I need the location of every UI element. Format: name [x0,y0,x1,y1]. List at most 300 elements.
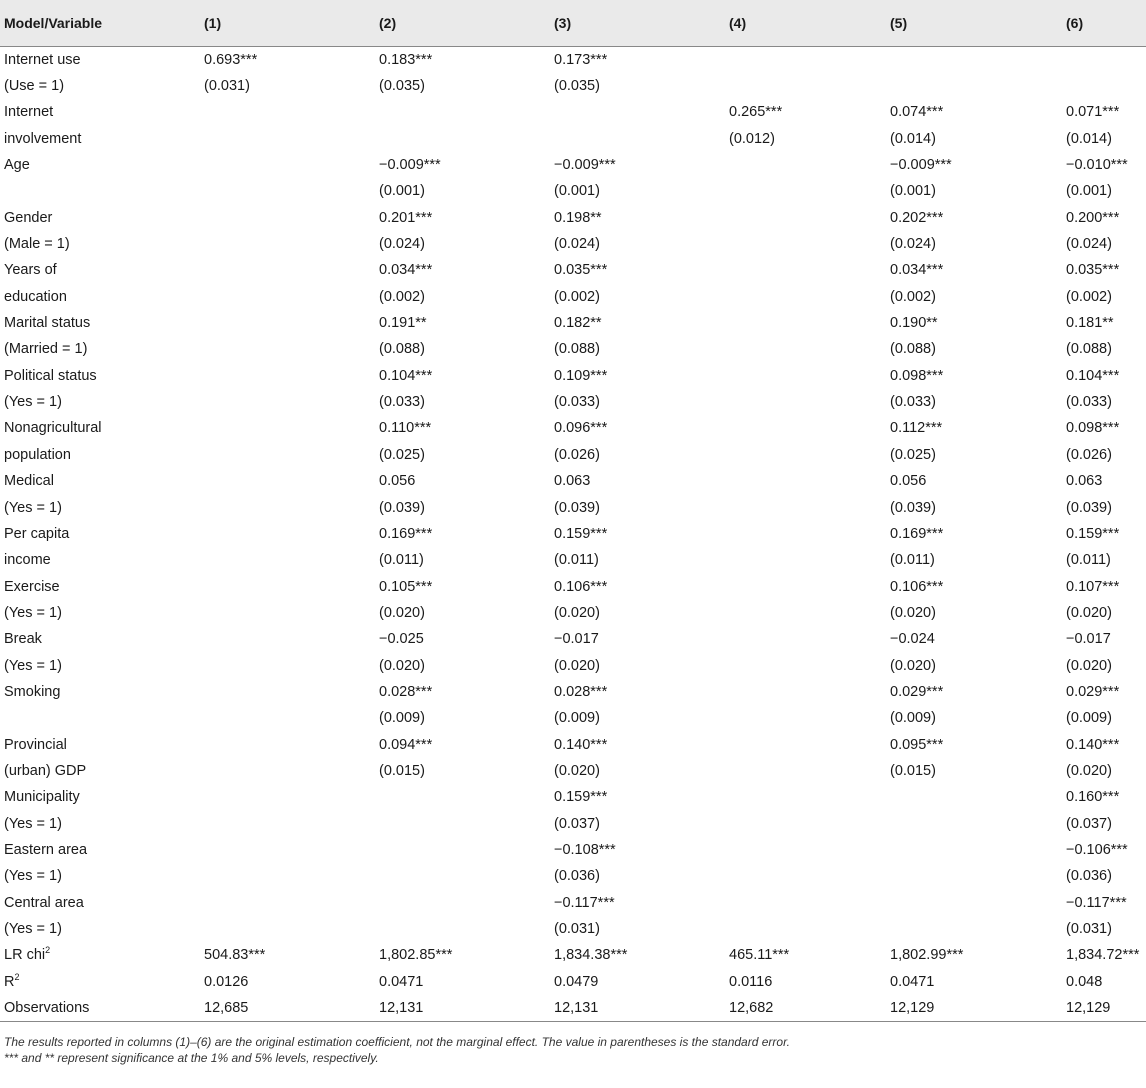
header-cell: (1) [200,0,375,46]
table-cell: (0.002) [890,288,936,305]
table-cell: 0.098*** [890,367,944,384]
table-cell: 465.11*** [729,947,790,964]
table-row [0,284,1146,310]
row-label [0,705,200,731]
significance-footnote: *** and ** represent significance at the 1% and 5% levels, respectively. [4,1051,379,1066]
table-cell: (0.033) [890,394,936,411]
row-label: Years of [4,262,57,279]
table-row [0,257,1146,283]
header-cell: (2) [375,0,550,46]
stat-label-superscript: 2 [45,945,51,956]
table-cell: (0.031) [554,921,600,938]
table-cell [725,758,886,784]
table-cell: 0.109*** [554,367,608,384]
table-cell: 0.160*** [1066,789,1120,806]
table-cell: 0.190** [890,315,938,332]
table-cell [200,442,375,468]
table-row [0,731,1146,757]
table-cell: (0.025) [379,446,425,463]
table-cell: 0.074*** [890,104,944,121]
table-cell: −0.017 [554,631,599,648]
table-cell: 0.202*** [890,209,944,226]
table-cell: 0.107*** [1066,578,1120,595]
table-row [0,46,1146,73]
table-cell: (0.002) [554,288,600,305]
table-row [0,231,1146,257]
table-cell: (0.025) [890,446,936,463]
table-cell [375,863,550,889]
table-cell: (0.009) [1066,710,1112,727]
table-cell: (0.011) [890,552,935,569]
table-cell [200,916,375,942]
table-cell [725,705,886,731]
table-row [0,126,1146,152]
table-cell [725,363,886,389]
table-cell [725,494,886,520]
table-cell: −0.117*** [554,894,615,911]
table-row [0,178,1146,204]
table-cell: 0.191** [379,315,427,332]
table-cell: −0.010*** [1066,157,1128,174]
table-row [0,205,1146,231]
table-cell: (0.014) [1066,130,1112,147]
table-cell: 0.173*** [554,51,608,68]
row-label: Internet [4,104,54,121]
table-cell: (0.024) [890,236,936,253]
table-cell [886,916,1062,942]
table-row [0,600,1146,626]
table-cell: 0.112*** [890,420,943,437]
row-label: Nonagricultural [4,420,102,437]
table-cell: (0.020) [1066,657,1112,674]
table-row [0,547,1146,573]
row-label: (Yes = 1) [4,394,62,411]
table-cell [725,810,886,836]
table-cell [550,99,725,125]
table-cell [200,363,375,389]
row-label: Marital status [4,315,91,332]
table-cell: 0.169*** [379,525,433,542]
table-cell: 12,129 [886,995,1062,1022]
table-cell: 0.029*** [1066,683,1120,700]
table-cell [200,257,375,283]
table-cell: 0.094*** [379,736,433,753]
table-cell: (0.036) [1066,868,1112,885]
header-cell: (6) [1062,0,1146,46]
table-cell: 0.159*** [554,525,608,542]
table-cell: −0.106*** [1066,841,1128,858]
table-row [0,389,1146,415]
header-cell: (5) [886,0,1062,46]
table-cell: (0.012) [729,130,775,147]
table-cell [200,231,375,257]
table-row [0,863,1146,889]
table-cell: 0.159*** [554,789,608,806]
table-cell: 0.0471 [379,973,424,990]
table-cell: 1,834.72*** [1066,947,1140,964]
table-cell: 0.159*** [1066,525,1120,542]
table-cell [375,99,550,125]
table-cell [200,863,375,889]
table-cell: (0.037) [1066,815,1112,832]
table-cell [200,705,375,731]
table-header-row [0,0,1146,46]
table-cell: 0.056 [890,473,927,490]
table-cell [375,890,550,916]
table-row [0,310,1146,336]
table-cell [886,810,1062,836]
table-cell: (0.002) [1066,288,1112,305]
table-cell [725,284,886,310]
table-row [0,442,1146,468]
table-row [0,521,1146,547]
table-cell [200,126,375,152]
row-label: involvement [4,130,82,147]
table-cell [725,890,886,916]
table-cell: (0.002) [379,288,425,305]
table-cell [725,521,886,547]
table-cell: 0.0471 [890,973,935,990]
table-cell [886,837,1062,863]
table-cell [725,442,886,468]
table-row [0,363,1146,389]
row-label: (Yes = 1) [4,499,62,516]
table-cell: (0.039) [554,499,600,516]
table-row [0,758,1146,784]
table-cell: 0.029*** [890,683,944,700]
row-label: Medical [4,473,54,490]
table-row [0,415,1146,441]
table-cell: 504.83*** [204,947,266,964]
table-cell: (0.033) [379,394,425,411]
table-cell: 0.265*** [729,104,783,121]
table-cell: 0.048 [1066,973,1103,990]
row-label: (Yes = 1) [4,815,62,832]
table-cell: 0.0479 [554,973,599,990]
table-row [0,99,1146,125]
table-cell: 0.183*** [379,51,433,68]
table-cell: 0.140*** [1066,736,1120,753]
row-label: population [4,446,71,463]
stat-label: Observations [4,1000,90,1017]
table-footnote: The results reported in columns (1)–(6) are the original estimation coefficient, not the marginal effect. The value in parentheses is the standard error. [4,1035,790,1050]
table-row [0,73,1146,99]
table-cell [725,626,886,652]
table-cell [725,73,886,99]
table-cell [725,46,886,73]
table-cell: 0.098*** [1066,420,1120,437]
table-cell: (0.001) [890,183,936,200]
table-cell: −0.017 [1066,631,1111,648]
table-cell: 0.035*** [554,262,608,279]
row-label: Provincial [4,736,67,753]
table-cell: 0.034*** [379,262,433,279]
table-cell: (0.088) [1066,341,1112,358]
table-cell: −0.025 [379,631,424,648]
table-cell [200,310,375,336]
table-cell [200,284,375,310]
table-cell [886,46,1062,73]
table-cell [725,336,886,362]
table-row [0,810,1146,836]
table-cell: 0.201*** [379,209,433,226]
table-row [0,336,1146,362]
table-cell: 0.106*** [890,578,944,595]
table-row [0,705,1146,731]
table-cell [725,837,886,863]
table-cell [725,231,886,257]
table-cell: (0.035) [379,78,425,95]
table-cell [725,389,886,415]
table-cell: 0.071*** [1066,104,1120,121]
row-label: (Yes = 1) [4,921,62,938]
table-cell [200,679,375,705]
table-cell: 0.110*** [379,420,432,437]
table-cell: 0.105*** [379,578,433,595]
row-label: Central area [4,894,84,911]
row-label: Internet use [4,51,81,68]
row-label: Exercise [4,578,60,595]
table-row [0,152,1146,178]
table-row [0,784,1146,810]
table-cell: (0.039) [890,499,936,516]
table-cell [200,389,375,415]
table-row [0,679,1146,705]
table-cell: (0.020) [890,657,936,674]
table-cell [200,731,375,757]
table-cell [725,547,886,573]
table-cell: (0.020) [554,604,600,621]
row-label: Municipality [4,789,80,806]
table-cell: 0.028*** [554,683,608,700]
table-cell: 12,685 [200,995,375,1022]
table-cell [725,679,886,705]
table-cell [200,205,375,231]
table-cell: 0.0126 [204,973,249,990]
table-cell: 0.198** [554,209,602,226]
table-cell: 1,802.85*** [379,947,453,964]
table-cell [200,626,375,652]
table-cell: (0.009) [890,710,936,727]
table-cell: 0.104*** [1066,367,1120,384]
table-cell [886,863,1062,889]
table-cell: 12,131 [375,995,550,1022]
table-cell: (0.088) [554,341,600,358]
table-cell [200,494,375,520]
row-label: (Yes = 1) [4,657,62,674]
header-cell: (3) [550,0,725,46]
table-cell: (0.015) [890,762,936,779]
table-row [0,468,1146,494]
table-cell [200,178,375,204]
table-cell [1062,46,1146,73]
table-cell: (0.020) [1066,604,1112,621]
row-label: Gender [4,209,53,226]
table-cell: (0.011) [1066,552,1111,569]
row-label: Break [4,631,42,648]
table-cell: 0.028*** [379,683,433,700]
table-cell: 0.200*** [1066,209,1120,226]
table-cell: (0.020) [890,604,936,621]
table-cell: (0.024) [554,236,600,253]
table-cell: 12,682 [725,995,886,1022]
table-cell [725,415,886,441]
table-cell: 0.096*** [554,420,608,437]
table-cell: 0.106*** [554,578,608,595]
table-cell: 0.056 [379,473,416,490]
table-cell [886,73,1062,99]
table-row [0,494,1146,520]
table-cell: 0.063 [1066,473,1103,490]
stats-row [0,995,1146,1022]
table-cell [375,916,550,942]
header-cell: (4) [725,0,886,46]
table-cell: −0.024 [890,631,935,648]
row-label: Age [4,157,30,174]
table-cell [200,600,375,626]
table-cell [200,784,375,810]
table-cell: (0.088) [379,341,425,358]
stats-row [0,942,1146,968]
table-cell: 0.693*** [204,51,258,68]
table-cell [200,336,375,362]
table-cell [200,468,375,494]
table-cell: (0.011) [379,552,424,569]
table-cell: −0.009*** [554,157,616,174]
table-cell: (0.039) [1066,499,1112,516]
table-cell [725,257,886,283]
table-cell: 12,129 [1062,995,1146,1022]
table-cell: 0.182** [554,315,602,332]
table-cell: (0.026) [554,446,600,463]
table-cell: 0.035*** [1066,262,1120,279]
table-cell: (0.035) [554,78,600,95]
table-row [0,890,1146,916]
table-cell [725,205,886,231]
table-cell [725,152,886,178]
table-cell: 0.034*** [890,262,944,279]
table-cell: (0.037) [554,815,600,832]
table-cell [375,784,550,810]
table-cell [725,310,886,336]
row-label: Per capita [4,525,70,542]
table-cell: (0.020) [554,762,600,779]
table-cell: (0.020) [379,604,425,621]
table-cell: (0.036) [554,868,600,885]
table-cell: 0.181** [1066,315,1114,332]
table-cell: 1,802.99*** [890,947,964,964]
table-cell: (0.026) [1066,446,1112,463]
table-cell [725,784,886,810]
table-cell: (0.024) [379,236,425,253]
header-cell: Model/Variable [0,0,200,46]
stat-label-superscript: 2 [14,971,20,982]
table-cell [725,652,886,678]
table-cell [375,810,550,836]
table-cell: 0.063 [554,473,591,490]
row-label: Eastern area [4,841,88,858]
table-cell: (0.020) [554,657,600,674]
table-cell: −0.009*** [890,157,952,174]
table-cell: (0.088) [890,341,936,358]
table-body [0,46,1146,1022]
row-label [0,969,200,995]
stats-row [0,969,1146,995]
table-cell: (0.033) [554,394,600,411]
table-cell: 12,131 [550,995,725,1022]
table-cell: (0.009) [554,710,600,727]
table-cell: (0.001) [1066,183,1112,200]
row-label [0,942,200,968]
stat-label: LR chi [4,947,46,964]
table-cell: (0.039) [379,499,425,516]
table-cell [200,810,375,836]
table-cell: (0.020) [1066,762,1112,779]
table-cell [725,468,886,494]
table-cell [200,652,375,678]
table-cell: 0.095*** [890,736,944,753]
table-cell: 0.140*** [554,736,608,753]
table-cell [200,521,375,547]
table-cell [375,837,550,863]
table-cell: 0.169*** [890,525,944,542]
table-cell [725,178,886,204]
table-cell: 0.0116 [729,973,773,990]
row-label: Political status [4,367,97,384]
table-cell: (0.014) [890,130,936,147]
table-cell [200,152,375,178]
table-cell: −0.117*** [1066,894,1127,911]
row-label: (Use = 1) [4,78,65,95]
table-cell: (0.031) [204,78,250,95]
stat-label: R [4,973,15,990]
row-label: (Male = 1) [4,236,70,253]
row-label: (Yes = 1) [4,868,62,885]
table-cell: −0.009*** [379,157,441,174]
row-label [0,178,200,204]
table-cell [200,415,375,441]
table-cell [725,916,886,942]
row-label: (Yes = 1) [4,604,62,621]
table-cell: (0.015) [379,762,425,779]
table-cell [200,837,375,863]
table-cell [375,126,550,152]
table-cell [550,126,725,152]
table-cell: (0.020) [379,657,425,674]
table-cell [200,573,375,599]
table-cell [725,863,886,889]
table-cell [1062,73,1146,99]
table-cell [886,784,1062,810]
table-cell: (0.033) [1066,394,1112,411]
row-label [0,995,200,1022]
table-cell: 0.104*** [379,367,433,384]
table-cell [725,573,886,599]
table-cell: (0.031) [1066,921,1112,938]
table-row [0,837,1146,863]
row-label: income [4,552,51,569]
table-row [0,916,1146,942]
table-row [0,652,1146,678]
row-label: education [4,288,67,305]
table-cell: (0.001) [379,183,425,200]
table-cell [200,758,375,784]
table-cell: 1,834.38*** [554,947,628,964]
table-cell: −0.108*** [554,841,616,858]
table-cell [200,890,375,916]
table-cell [200,99,375,125]
table-row [0,573,1146,599]
